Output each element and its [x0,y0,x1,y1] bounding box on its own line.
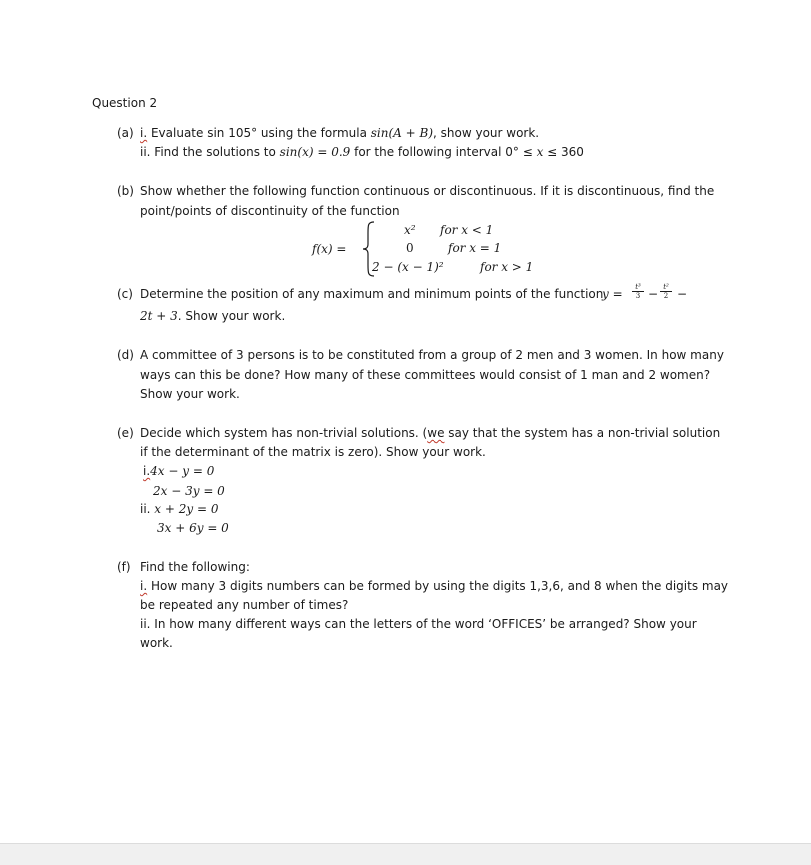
part-f-ii-line2: work. [140,636,173,650]
case2-condition: for x = 1 [448,241,502,255]
part-a-i-marker: i. [140,126,148,140]
fraction1-numerator: t³ [632,283,644,292]
part-f-ii-line1: ii. In how many different ways can the letters of the word ‘OFFICES’ be arranged? Show your [140,617,697,631]
part-e-ii [140,500,218,519]
part-b-line1: Show whether the following function continuous or discontinuous. If it is discontinuous, find the [140,184,715,198]
part-c-line2-math: 2t + 3 [140,309,178,323]
part-a-ii-text2: for the following interval 0° ≤ [350,145,537,159]
part-a-i [140,124,539,143]
fraction1-denominator: 3 [635,292,641,300]
part-e-i [143,462,214,481]
fraction2-denominator: 2 [663,292,669,300]
case1-condition: for x < 1 [440,223,494,237]
part-c-line2-text: . Show your work. [177,309,286,323]
part-c-minus2: − [677,287,688,301]
part-d-line1: A committee of 3 persons is to be constituted from a group of 2 men and 3 women. In how many [140,348,724,362]
part-a-i-formula: sin(A + B) [370,126,434,140]
part-d-line2: ways can this be done? How many of these committees would consist of 1 man and 2 women? [140,368,711,382]
part-f-label: (f) [117,560,131,574]
part-f-line1: Find the following: [140,560,250,574]
part-a-ii-text3: ≤ 360 [543,145,584,159]
bottom-status-bar [0,843,811,865]
part-e-line1 [140,424,720,443]
question-title: Question 2 [92,96,158,110]
case2-value: 0 [406,241,414,255]
fraction-t3-over-3 [632,283,644,300]
part-c-label: (c) [117,287,133,301]
part-e-line1-b: say that the system has a non-trivial solution [444,426,721,440]
part-c-line1: Determine the position of any maximum and minimum points of the function [140,287,604,301]
part-a-ii [140,143,584,162]
part-e-line1-we: we [427,426,445,440]
part-a-ii-var: x [536,145,544,159]
case3-condition: for x > 1 [480,260,534,274]
part-e-line1-a: Decide which system has non-trivial solutions. ( [140,426,428,440]
fraction2-numerator: t² [660,283,672,292]
part-e-line2: if the determinant of the matrix is zero). Show your work. [140,445,486,459]
part-f-i-line1 [140,577,728,596]
part-c-line2 [140,307,285,326]
part-b-line2: point/points of discontinuity of the function [140,204,400,218]
part-e-i-marker: i. [143,464,151,478]
fraction-t2-over-2 [660,283,672,300]
part-a-i-text2: , show your work. [433,126,540,140]
part-f-i-marker: i. [140,579,148,593]
part-c-y-eq: y = [602,287,623,301]
part-a-ii-text1: ii. Find the solutions to [140,145,280,159]
part-e-i-eq2: 2x − 3y = 0 [153,484,225,498]
case1-value: x² [404,223,416,237]
part-f-i-line2: be repeated any number of times? [140,598,349,612]
part-e-ii-eq2: 3x + 6y = 0 [157,521,229,535]
part-a-label: (a) [117,126,134,140]
part-d-label: (d) [117,348,134,362]
part-c-minus1: − [648,287,659,301]
part-f-i-text: How many 3 digits numbers can be formed by using the digits 1,3,6, and 8 when the digits may [147,579,729,593]
part-d-line3: Show your work. [140,387,240,401]
case3-value: 2 − (x − 1)² [372,260,444,274]
piecewise-fx: f(x) = [312,242,347,256]
part-e-ii-marker: ii. [140,502,155,516]
part-e-ii-eq1: x + 2y = 0 [154,502,219,516]
part-a-i-text1: Evaluate sin 105° using the formula [147,126,371,140]
part-a-ii-formula: sin(x) = 0.9 [279,145,351,159]
part-e-i-eq1: 4x − y = 0 [150,464,215,478]
part-e-label: (e) [117,426,134,440]
part-b-label: (b) [117,184,134,198]
